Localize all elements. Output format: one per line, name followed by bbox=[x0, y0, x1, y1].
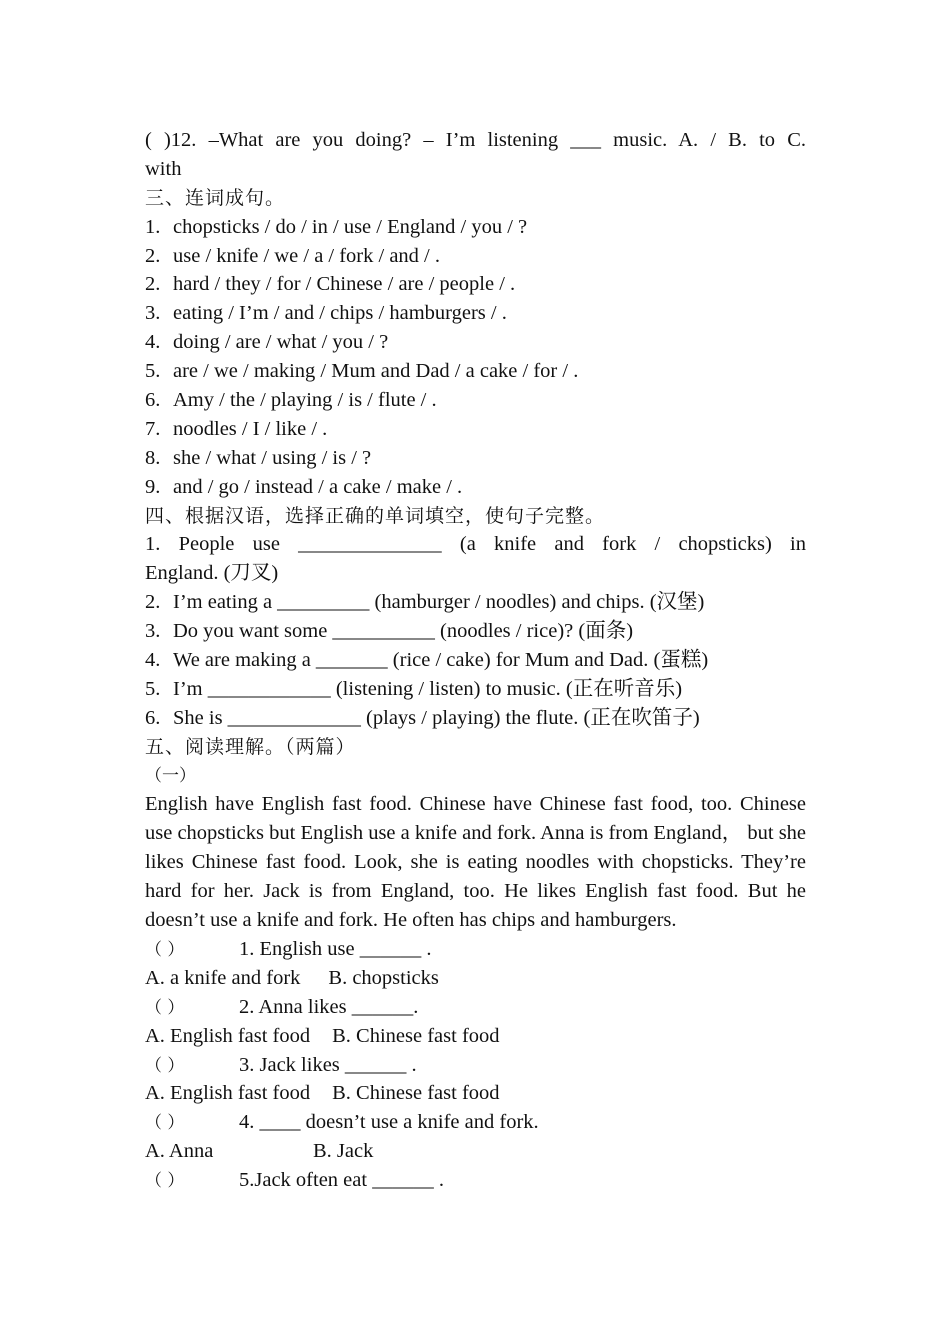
answer-blank: （ ） bbox=[145, 1055, 185, 1076]
list-item bbox=[145, 588, 806, 617]
item-number: 3. bbox=[145, 620, 161, 643]
list-item bbox=[145, 675, 806, 704]
worksheet-page bbox=[145, 126, 806, 1195]
answer-blank: （ ） bbox=[145, 940, 185, 961]
question-3-options bbox=[145, 1079, 806, 1108]
item-number: 1. bbox=[145, 215, 161, 238]
question-4-options bbox=[145, 1137, 806, 1166]
question-text: 2. Anna likes ______. bbox=[239, 995, 419, 1018]
item-number: 6. bbox=[145, 706, 161, 729]
section-3-heading: 三、连词成句。 bbox=[145, 186, 286, 209]
item-number: 8. bbox=[145, 446, 161, 469]
question-text: 3. Jack likes ______ . bbox=[239, 1053, 417, 1076]
answer-blank: （ ） bbox=[145, 1171, 185, 1192]
option-a: A. Anna bbox=[145, 1140, 214, 1163]
item-text: and / go / instead / a cake / make / . bbox=[173, 475, 463, 498]
option-a: A. English fast food bbox=[145, 1024, 311, 1047]
item-text: eating / I’m / and / chips / hamburgers / . bbox=[173, 302, 507, 325]
question-text: 1. English use ______ . bbox=[239, 938, 432, 961]
section-5-part-label: （一） bbox=[145, 765, 196, 786]
question-2 bbox=[145, 993, 806, 1022]
list-item bbox=[145, 299, 806, 328]
reading-passage: English have English fast food. Chinese have Chinese fast food, too. Chinese use chopsticks but English use a knife and fork. Anna is from England， but she likes Chinese fast food. Look, she is eating noodles with chopsticks. They’re hard for her. Jack is from England, too. He likes English fast food. But he doesn’t use a knife and fork. He often has chips and hamburgers. bbox=[145, 793, 807, 932]
item-text: noodles / I / like / . bbox=[173, 417, 328, 440]
list-item bbox=[145, 473, 806, 502]
option-a: A. a knife and fork bbox=[145, 966, 301, 989]
question-text: 4. ____ doesn’t use a knife and fork. bbox=[239, 1111, 539, 1134]
item-text: I’m eating a _________ (hamburger / noodles) and chips. (汉堡) bbox=[173, 591, 705, 614]
section-4-item-1-line-1: 1. People use ______________ (a knife and fork / chopsticks) in bbox=[145, 533, 806, 556]
item-text: hard / they / for / Chinese / are / people / . bbox=[173, 273, 516, 296]
list-item bbox=[145, 270, 806, 299]
item-text: I’m ____________ (listening / listen) to music. (正在听音乐) bbox=[173, 677, 683, 700]
item-text: use / knife / we / a / fork / and / . bbox=[173, 244, 441, 267]
item-number: 2. bbox=[145, 244, 161, 267]
question-2-options bbox=[145, 1022, 806, 1051]
item-text: We are making a _______ (rice / cake) for Mum and Dad. (蛋糕) bbox=[173, 649, 709, 672]
list-item bbox=[145, 213, 806, 242]
list-item bbox=[145, 415, 806, 444]
item-text: She is _____________ (plays / playing) the flute. (正在吹笛子) bbox=[173, 706, 700, 729]
item-text: doing / are / what / you / ? bbox=[173, 331, 389, 354]
question-1 bbox=[145, 935, 806, 964]
question-12-line-2: with bbox=[145, 157, 182, 180]
item-number: 6. bbox=[145, 389, 161, 412]
item-number: 4. bbox=[145, 649, 161, 672]
item-number: 2. bbox=[145, 591, 161, 614]
list-item bbox=[145, 444, 806, 473]
option-a: A. English fast food bbox=[145, 1082, 311, 1105]
item-text: chopsticks / do / in / use / England / you / ? bbox=[173, 215, 528, 238]
list-item bbox=[145, 386, 806, 415]
list-item bbox=[145, 328, 806, 357]
item-number: 4. bbox=[145, 331, 161, 354]
item-number: 2. bbox=[145, 273, 161, 296]
item-text: she / what / using / is / ? bbox=[173, 446, 372, 469]
answer-blank: （ ） bbox=[145, 1113, 185, 1134]
list-item bbox=[145, 646, 806, 675]
item-number: 9. bbox=[145, 475, 161, 498]
section-4-heading: 四、根据汉语，选择正确的单词填空，使句子完整。 bbox=[145, 504, 606, 527]
item-number: 5. bbox=[145, 360, 161, 383]
section-5-heading: 五、阅读理解。（两篇） bbox=[145, 735, 356, 758]
option-b: B. Jack bbox=[313, 1140, 374, 1163]
question-4 bbox=[145, 1108, 806, 1137]
option-b: B. chopsticks bbox=[328, 966, 439, 989]
item-number: 3. bbox=[145, 302, 161, 325]
question-3 bbox=[145, 1051, 806, 1080]
question-5 bbox=[145, 1166, 806, 1195]
section-4-list bbox=[145, 588, 806, 732]
list-item bbox=[145, 357, 806, 386]
section-4-item-1-line-2: England. (刀叉) bbox=[145, 562, 279, 585]
question-12-line-1: ( )12. –What are you doing? – I’m listening ___ music. A. / B. to C. bbox=[145, 129, 806, 151]
question-text: 5.Jack often eat ______ . bbox=[239, 1169, 444, 1192]
item-text: Amy / the / playing / is / flute / . bbox=[173, 389, 437, 412]
list-item bbox=[145, 617, 806, 646]
section-3-list bbox=[145, 213, 806, 502]
item-number: 5. bbox=[145, 677, 161, 700]
list-item bbox=[145, 704, 806, 733]
option-b: B. Chinese fast food bbox=[332, 1024, 500, 1047]
item-text: Do you want some __________ (noodles / rice)? (面条) bbox=[173, 620, 634, 643]
list-item bbox=[145, 242, 806, 271]
item-text: are / we / making / Mum and Dad / a cake / for / . bbox=[173, 360, 579, 383]
item-number: 7. bbox=[145, 417, 161, 440]
reading-questions bbox=[145, 935, 806, 1195]
option-b: B. Chinese fast food bbox=[332, 1082, 500, 1105]
question-1-options bbox=[145, 964, 806, 993]
answer-blank: （ ） bbox=[145, 997, 185, 1018]
